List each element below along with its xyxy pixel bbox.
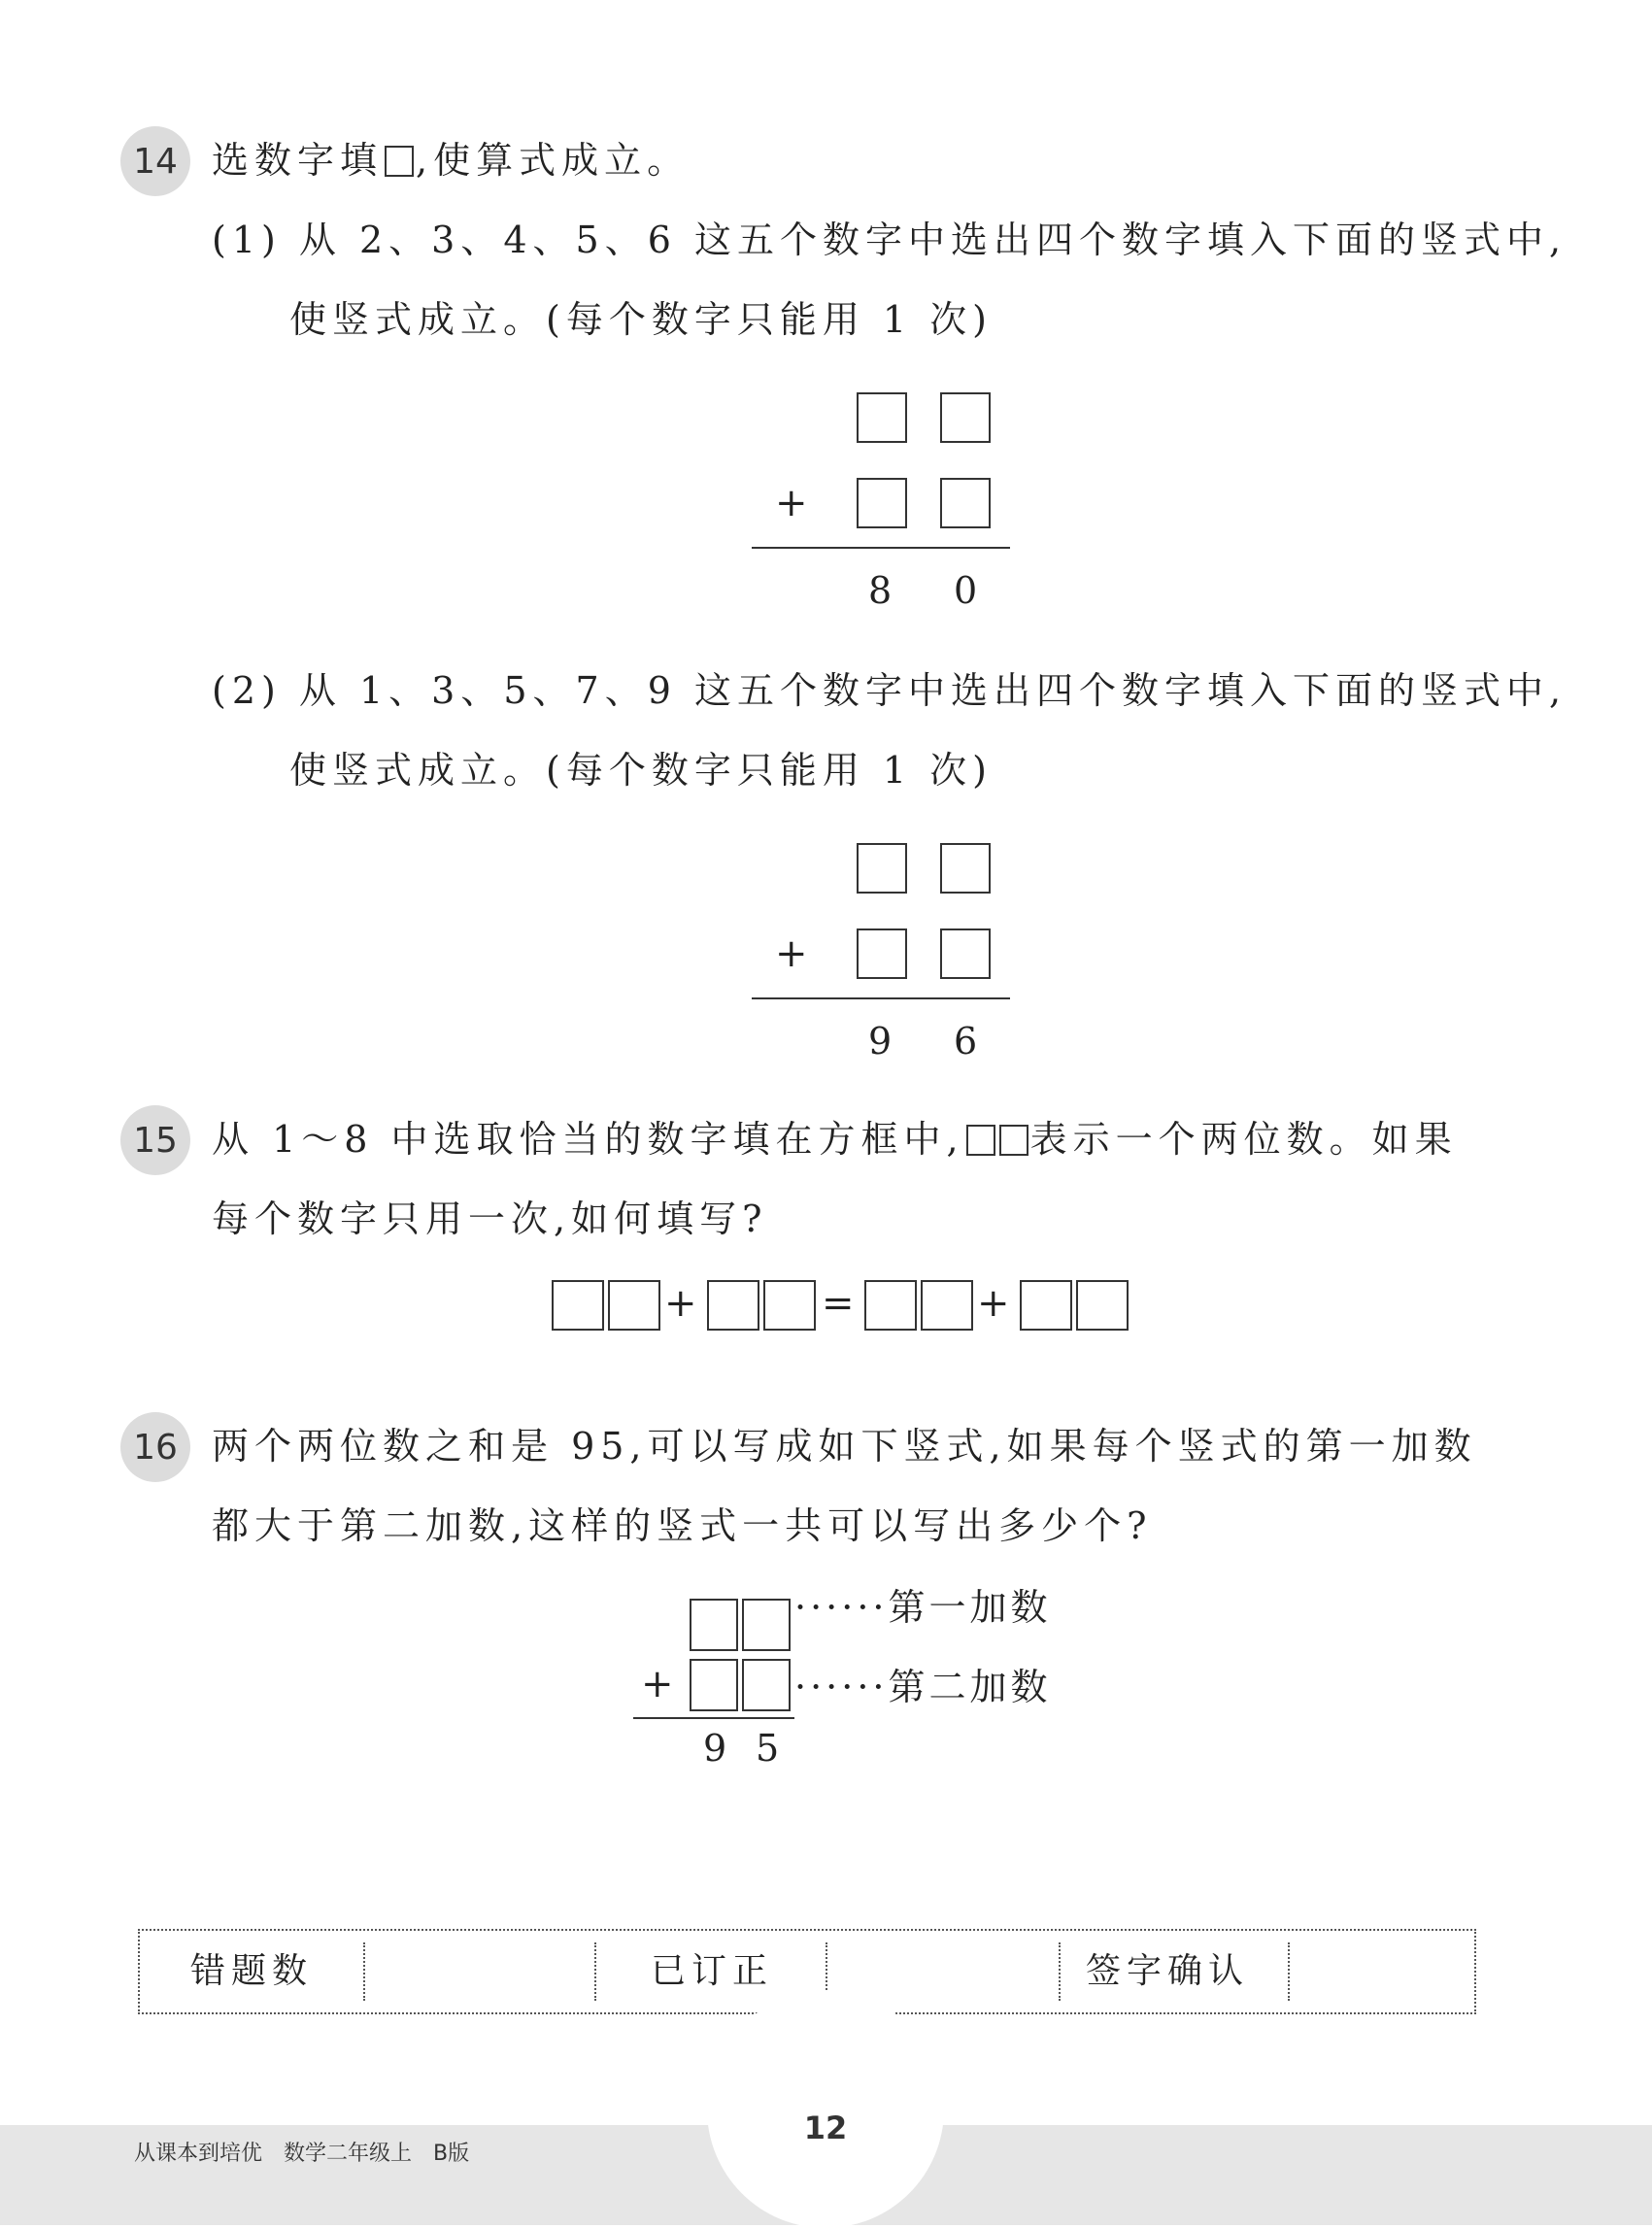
q16-label-second-addend: ······第二加数 — [794, 1666, 1052, 1708]
q14-part1-line1: (1) 从 2、3、4、5、6 这五个数字中选出四个数字填入下面的竖式中, — [212, 219, 1568, 261]
q15-box-1[interactable] — [552, 1280, 604, 1331]
equals-sign: = — [822, 1281, 855, 1326]
sum-line — [752, 547, 1010, 549]
q15-line1-a: 从 1～8 中选取恰当的数字填在方框中, — [212, 1118, 964, 1161]
q15-line2: 每个数字只用一次,如何填写? — [212, 1198, 768, 1240]
plus-sign: + — [977, 1281, 1010, 1326]
q15-box-7[interactable] — [1020, 1280, 1072, 1331]
q16-sum-tens: 9 — [703, 1727, 727, 1770]
q14-title-text: 选数字填 — [212, 139, 384, 182]
q15-line1-b: 表示一个两位数。如果 — [1029, 1118, 1458, 1161]
q15-box-3[interactable] — [707, 1280, 759, 1331]
q15-box-6[interactable] — [921, 1280, 973, 1331]
q16-first-tens-box[interactable] — [690, 1599, 738, 1651]
sum-line — [752, 997, 1010, 999]
q15-line1 — [212, 1115, 1458, 1164]
answer-box-inline — [999, 1125, 1028, 1156]
q14-p1-addend2-tens-box[interactable] — [857, 478, 907, 528]
q14-p1-sum-ones: 0 — [954, 569, 978, 612]
question-number-14: 14 — [120, 126, 190, 196]
q14-part2-line2: 使竖式成立。(每个数字只能用 1 次) — [289, 749, 993, 792]
divider — [1288, 1942, 1290, 2001]
q16-line2: 都大于第二加数,这样的竖式一共可以写出多少个? — [212, 1504, 1153, 1547]
wrong-count-label: 错题数 — [190, 1951, 314, 1991]
q14-p2-addend1-ones-box[interactable] — [940, 843, 991, 894]
page-number: 12 — [803, 2110, 848, 2146]
q14-part1-line2: 使竖式成立。(每个数字只能用 1 次) — [289, 298, 993, 341]
q14-p1-addend2-ones-box[interactable] — [940, 478, 991, 528]
plus-sign: + — [641, 1662, 674, 1706]
footer-book-title: 从课本到培优 数学二年级上 B版 — [134, 2142, 470, 2166]
q14-p2-sum-ones: 6 — [954, 1020, 978, 1063]
q14-p1-sum-tens: 8 — [868, 569, 893, 612]
q16-second-tens-box[interactable] — [690, 1659, 738, 1711]
plus-sign: + — [775, 931, 808, 976]
q15-box-4[interactable] — [763, 1280, 816, 1331]
q16-line1: 两个两位数之和是 95,可以写成如下竖式,如果每个竖式的第一加数 — [212, 1425, 1477, 1468]
q14-p2-addend1-tens-box[interactable] — [857, 843, 907, 894]
q14-p2-addend2-tens-box[interactable] — [857, 928, 907, 979]
divider — [363, 1942, 365, 2001]
q15-box-8[interactable] — [1076, 1280, 1129, 1331]
q14-title-tail: ,使算式成立。 — [416, 139, 691, 182]
q16-first-ones-box[interactable] — [742, 1599, 791, 1651]
signature-label: 签字确认 — [1086, 1951, 1250, 1991]
q16-label-first-addend: ······第一加数 — [794, 1586, 1052, 1629]
divider — [594, 1942, 596, 2001]
sum-line — [633, 1717, 794, 1719]
corrected-label: 已订正 — [651, 1951, 774, 1991]
answer-box-inline — [966, 1125, 995, 1156]
q14-p1-addend1-tens-box[interactable] — [857, 392, 907, 443]
q14-title — [212, 136, 690, 185]
q14-p2-addend2-ones-box[interactable] — [940, 928, 991, 979]
q15-box-2[interactable] — [608, 1280, 660, 1331]
q15-box-5[interactable] — [864, 1280, 917, 1331]
q14-p1-addend1-ones-box[interactable] — [940, 392, 991, 443]
plus-sign: + — [664, 1281, 697, 1326]
q16-sum-ones: 5 — [756, 1727, 780, 1770]
divider — [1059, 1942, 1061, 2001]
question-number-16: 16 — [120, 1412, 190, 1482]
question-number-15: 15 — [120, 1105, 190, 1175]
answer-box-inline — [385, 146, 414, 177]
q14-p2-sum-tens: 9 — [868, 1020, 893, 1063]
plus-sign: + — [775, 481, 808, 525]
q14-part2-line1: (2) 从 1、3、5、7、9 这五个数字中选出四个数字填入下面的竖式中, — [212, 669, 1568, 712]
q16-second-ones-box[interactable] — [742, 1659, 791, 1711]
